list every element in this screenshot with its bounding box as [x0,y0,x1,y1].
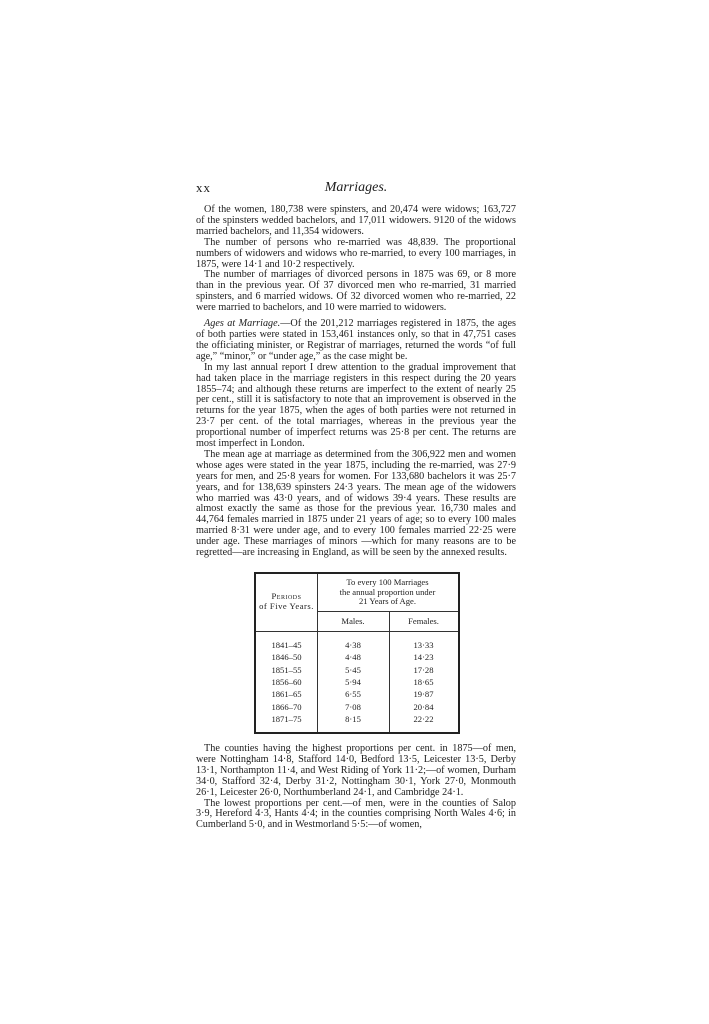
table-col-females-header: Females. [408,616,439,626]
table-cell-period: 1871–75 [271,713,302,724]
paragraph-women-spinsters: Of the women, 180,738 were spinsters, and 20,474 were widows; 163,727 of the spinsters wedded bachelors, and 17,011 widowers. 9120 of the widows married bachelors, and 11,354 widowers. [196,204,516,237]
table-cell-period: 1851–55 [271,664,302,675]
page-header [196,180,516,196]
table-cell-females: 19·87 [413,689,434,700]
span-header-line1: To every 100 Marriages [346,577,429,587]
table-cell-males: 8·15 [345,713,361,724]
header-periods-line2: of Five Years. [259,600,314,611]
paragraph-annual-report: In my last annual report I drew attention to the gradual improvement that had taken place in the marriage registers in this respect during the 20 years 1855–74; and although these returns are imperfect to the extent of nearly 25 per cent., still it is satisfactory to note that an improvement is observed in the returns for the year 1875, when the ages of both parties were not returned in 23·7 per cent. of the total marriages, whereas in the previous year the proportional number of imperfect returns was 25·8 per cent. The returns are most imperfect in London. [196,361,516,450]
table-cell-period: 1841–45 [271,640,302,650]
table-cell-males: 5·94 [345,676,361,687]
paragraph-remarried: The number of persons who re-married was 48,839. The proportional numbers of widowers and widows who re-married, to every 100 marriages, in 1875, were 14·1 and 10·2 respectively. [196,236,516,270]
paragraph-ages-at-marriage [196,319,516,363]
table-row [256,714,458,725]
table-cell-females: 17·28 [413,664,434,675]
span-header-line2: the annual proportion under [339,586,436,597]
table-cell-males: 6·55 [345,689,361,700]
span-header-line3: 21 Years of Age. [358,596,417,606]
table-row [256,689,458,700]
table-cell-males: 4·48 [345,652,361,663]
paragraph-mean-age: The mean age at marriage as determined from the 306,922 men and women whose ages were stated in the year 1875, including the re-married, was 27·9 years for men, and 25·8 years for women. For 133,680 bachelors it was 25·7 years, and for 138,639 spinsters 24·3 years. The mean age of the widowers who married was 43·0 years, and of widows 39·4 years. These results are almost exactly the same as those for the previous year. 16,730 males and 44,764 females married in 1875 under 21 years of age; so to every 100 males married 8·31 were under age, and to every 100 females married 22·25 were under age. These marriages of minors —which for many reasons are to be regretted—are increasing in England, as will be seen by the annexed results. [196,448,516,559]
table-cell-males: 4·38 [345,640,361,650]
table-cell-females: 14·23 [413,652,434,663]
table-subheader-rule [317,611,458,612]
header-periods-line1: Periods [271,591,302,601]
table-span-header [317,578,458,607]
table-cell-period: 1846–50 [271,652,302,663]
page-number: xx [196,180,211,195]
minors-table [254,572,460,734]
paragraph-highest-proportions: The counties having the highest proportions per cent. in 1875—of men, were Nottingham 14·8, Stafford 14·0, Bedford 13·5, Leicester 13·5, Derby 13·1, Northampton 11·4, and West Riding of York 11·2;—of women, Durham 34·0, Stafford 32·4, Derby 31·2, Nottingham 30·1, York 27·0, Monmouth 26·1, Leicester 26·0, Northumberland 24·1, and Cambridge 24·1. [196,743,516,798]
table-col-periods-header [256,592,317,611]
table-row [256,665,458,676]
table-cell-period: 1856–60 [271,676,302,687]
table-cell-females: 18·65 [413,676,434,687]
section-heading-ages: Ages at Marriage. [204,318,281,330]
table-cell-period: 1866–70 [271,701,302,712]
body-text-lower [196,744,516,831]
table-col-males-header: Males. [341,616,365,626]
table-row [256,640,458,651]
paragraph-lowest-proportions: The lowest proportions per cent.—of men, were in the counties of Salop 3·9, Hereford 4·3, Hants 4·4; in the counties comprising North Wales 4·6; in Cumberland 5·0, and in Westmorland 5·5:—of women, [196,797,516,831]
table-row [256,702,458,713]
table-header-rule [256,631,458,632]
table-cell-males: 7·08 [345,701,361,712]
paragraph-divorced: The number of marriages of divorced persons in 1875 was 69, or 8 more than in the previous year. Of 37 divorced men who re-married, 31 married spinsters, and 6 married widows. Of 32 divorced women who re-married, 22 were married to bachelors, and 10 were married to widowers. [196,269,516,314]
table-cell-period: 1861–65 [271,689,302,700]
table-cell-females: 22·22 [413,713,434,724]
table-cell-females: 20·84 [413,701,434,712]
ages-paragraph-text: —Of the 201,212 marriages registered in 1875, the ages of both parties were stated in 153,461 instances only, so that in 47,751 cases the officiating minister, or Registrar of marriages, returned the words “of full age,” “minor,” or “under age,” as the case might be. [196,318,516,362]
body-text-upper [196,205,516,559]
table-cell-females: 13·33 [413,640,434,650]
table-row [256,677,458,688]
table-cell-males: 5·45 [345,664,361,675]
table-row [256,652,458,663]
running-title: Marriages. [324,180,388,195]
